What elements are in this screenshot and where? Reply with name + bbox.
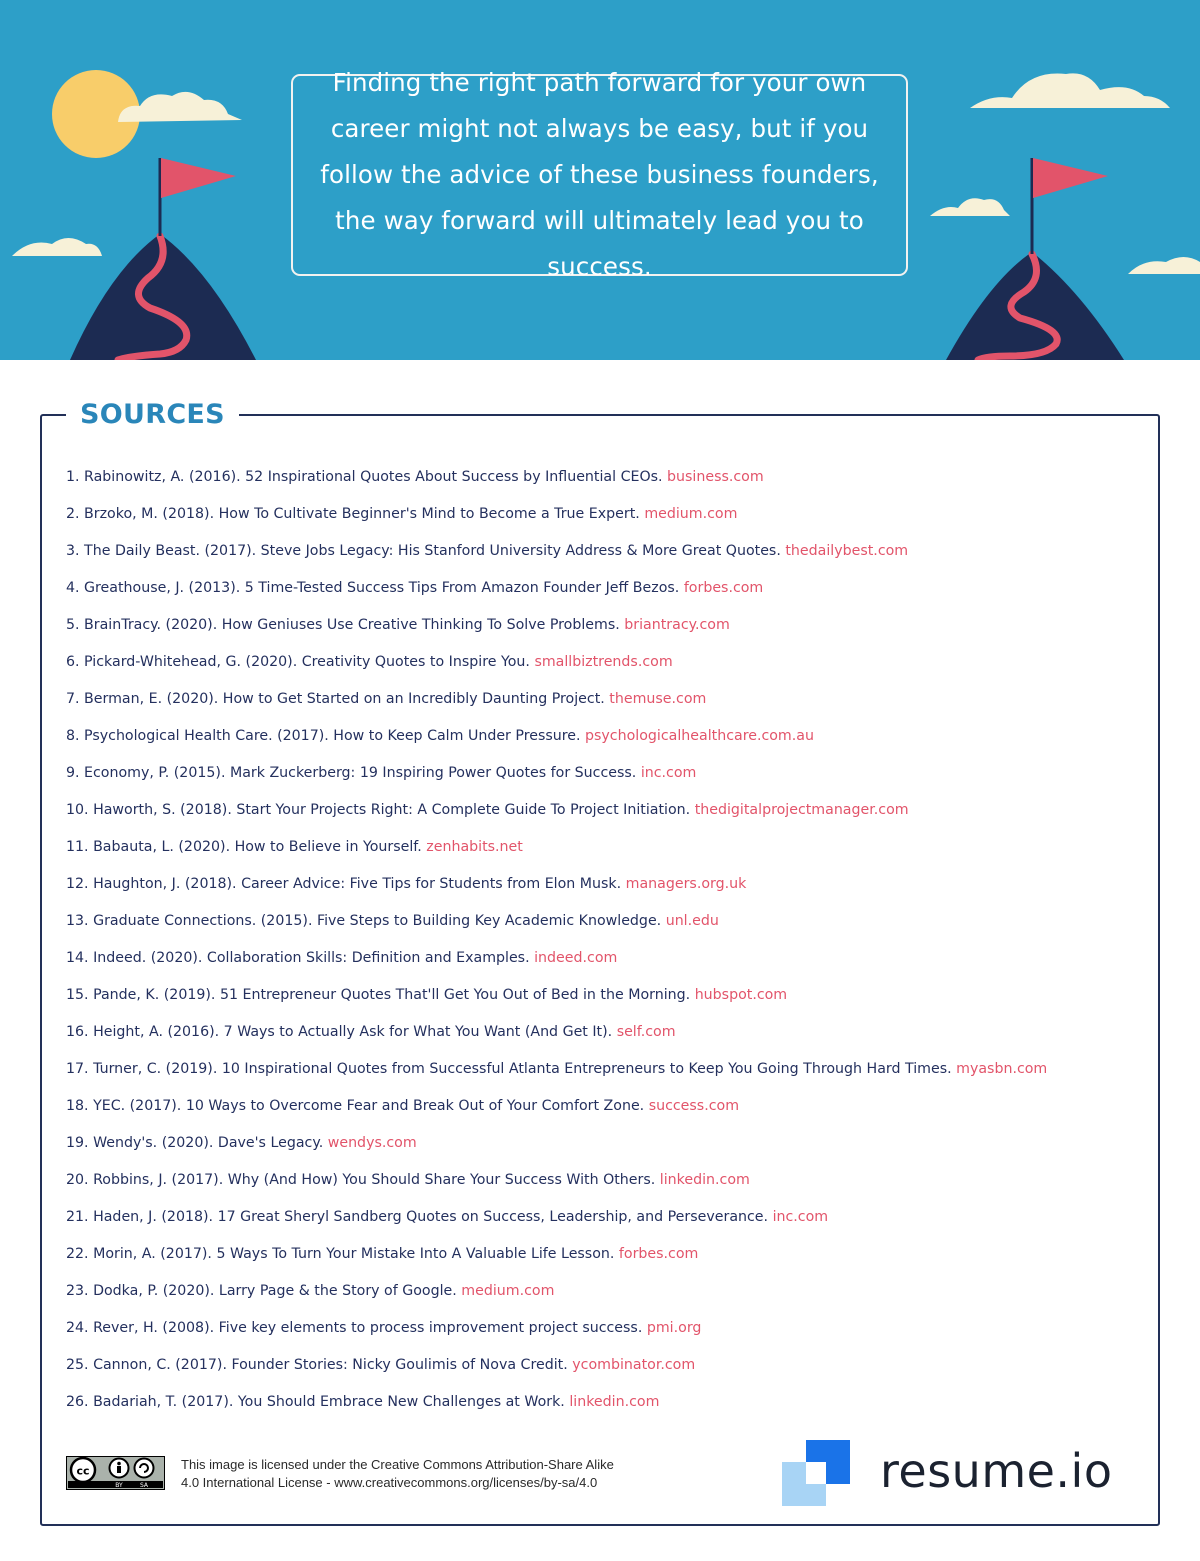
source-citation: 14. Indeed. (2020). Collaboration Skills: Definition and Examples. (66, 950, 530, 966)
source-link[interactable]: inc.com (640, 765, 697, 781)
source-citation: 10. Haworth, S. (2018). Start Your Projects Right: A Complete Guide To Project Initiation. (66, 802, 691, 818)
source-item (66, 725, 1146, 762)
svg-text:SA: SA (139, 1482, 149, 1489)
source-item (66, 762, 1146, 799)
flag-shape (1033, 158, 1108, 198)
source-citation: 9. Economy, P. (2015). Mark Zuckerberg: 19 Inspiring Power Quotes for Success. (66, 765, 637, 781)
source-citation: 11. Babauta, L. (2020). How to Believe in Yourself. (66, 839, 422, 855)
source-item (66, 688, 1146, 725)
source-citation: 18. YEC. (2017). 10 Ways to Overcome Fear and Break Out of Your Comfort Zone. (66, 1098, 645, 1114)
source-item (66, 1280, 1146, 1317)
source-citation: 17. Turner, C. (2019). 10 Inspirational Quotes from Successful Atlanta Entrepreneurs to Keep You Going Through Hard Times. (66, 1061, 952, 1077)
source-item (66, 1354, 1146, 1391)
source-link[interactable]: medium.com (644, 506, 738, 522)
source-item (66, 1095, 1146, 1132)
license-block (66, 1456, 626, 1496)
source-link[interactable]: briantracy.com (624, 617, 730, 633)
source-link[interactable]: hubspot.com (694, 987, 788, 1003)
source-citation: 25. Cannon, C. (2017). Founder Stories: Nicky Goulimis of Nova Credit. (66, 1357, 568, 1373)
license-line: This image is licensed under the Creative Commons Attribution-Share Alike (181, 1457, 614, 1472)
license-line: 4.0 International License - www.creativecommons.org/licenses/by-sa/4.0 (181, 1474, 598, 1490)
sources-title: SOURCES (66, 398, 239, 432)
source-link[interactable]: linkedin.com (569, 1394, 660, 1410)
source-item (66, 614, 1146, 651)
cloud-shape (970, 73, 1170, 108)
source-citation: 23. Dodka, P. (2020). Larry Page & the Story of Google. (66, 1283, 457, 1299)
svg-text:cc: cc (76, 1464, 90, 1478)
source-item (66, 1169, 1146, 1206)
cloud-shape (1128, 257, 1200, 274)
svg-text:BY: BY (115, 1482, 123, 1489)
hero-banner (0, 0, 1200, 360)
source-link[interactable]: self.com (616, 1024, 676, 1040)
source-item (66, 1243, 1146, 1280)
source-link[interactable]: pmi.org (646, 1320, 702, 1336)
cloud-shape (930, 198, 1010, 216)
source-item (66, 651, 1146, 688)
source-link[interactable]: psychologicalhealthcare.com.au (585, 728, 814, 744)
source-citation: 16. Height, A. (2016). 7 Ways to Actually Ask for What You Want (And Get It). (66, 1024, 613, 1040)
resume-io-logo-icon (782, 1438, 852, 1508)
source-item (66, 503, 1146, 540)
source-link[interactable]: forbes.com (618, 1246, 699, 1262)
source-item (66, 836, 1146, 873)
flag-shape (161, 158, 236, 198)
source-citation: 22. Morin, A. (2017). 5 Ways To Turn Your Mistake Into A Valuable Life Lesson. (66, 1246, 615, 1262)
source-item (66, 799, 1146, 836)
source-citation: 3. The Daily Beast. (2017). Steve Jobs Legacy: His Stanford University Address & More Great Quotes. (66, 543, 781, 559)
source-link[interactable]: myasbn.com (956, 1061, 1048, 1077)
source-item (66, 1206, 1146, 1243)
source-item (66, 577, 1146, 614)
quote-box (291, 68, 908, 281)
source-citation: 26. Badariah, T. (2017). You Should Embrace New Challenges at Work. (66, 1394, 565, 1410)
source-citation: 2. Brzoko, M. (2018). How To Cultivate Beginner's Mind to Become a True Expert. (66, 506, 640, 522)
source-link[interactable]: inc.com (772, 1209, 829, 1225)
source-citation: 15. Pande, K. (2019). 51 Entrepreneur Quotes That'll Get You Out of Bed in the Morning. (66, 987, 691, 1003)
source-link[interactable]: smallbiztrends.com (534, 654, 673, 670)
source-citation: 8. Psychological Health Care. (2017). How to Keep Calm Under Pressure. (66, 728, 581, 744)
cloud-shape (118, 92, 242, 122)
source-citation: 20. Robbins, J. (2017). Why (And How) You Should Share Your Success With Others. (66, 1172, 656, 1188)
source-citation: 12. Haughton, J. (2018). Career Advice: Five Tips for Students from Elon Musk. (66, 876, 622, 892)
source-link[interactable]: managers.org.uk (625, 876, 747, 892)
source-link[interactable]: ycombinator.com (572, 1357, 696, 1373)
source-citation: 5. BrainTracy. (2020). How Geniuses Use Creative Thinking To Solve Problems. (66, 617, 620, 633)
source-citation: 21. Haden, J. (2018). 17 Great Sheryl Sandberg Quotes on Success, Leadership, and Perseverance. (66, 1209, 769, 1225)
source-item (66, 1317, 1146, 1354)
cloud-shape (12, 238, 102, 256)
source-item (66, 910, 1146, 947)
source-citation: 13. Graduate Connections. (2015). Five Steps to Building Key Academic Knowledge. (66, 913, 662, 929)
source-link[interactable]: forbes.com (683, 580, 764, 596)
source-citation: 24. Rever, H. (2008). Five key elements to process improvement project success. (66, 1320, 643, 1336)
source-item (66, 1058, 1146, 1095)
source-link[interactable]: themuse.com (609, 691, 707, 707)
source-link[interactable]: business.com (667, 469, 764, 485)
license-text (181, 1456, 614, 1491)
source-item (66, 466, 1146, 503)
brand-block (782, 1438, 1132, 1510)
source-citation: 19. Wendy's. (2020). Dave's Legacy. (66, 1135, 324, 1151)
source-link[interactable]: success.com (648, 1098, 740, 1114)
source-citation: 1. Rabinowitz, A. (2016). 52 Inspirational Quotes About Success by Influential CEOs. (66, 469, 663, 485)
source-citation: 6. Pickard-Whitehead, G. (2020). Creativity Quotes to Inspire You. (66, 654, 530, 670)
source-item (66, 873, 1146, 910)
source-citation: 4. Greathouse, J. (2013). 5 Time-Tested Success Tips From Amazon Founder Jeff Bezos. (66, 580, 680, 596)
source-citation: 7. Berman, E. (2020). How to Get Started on an Incredibly Daunting Project. (66, 691, 605, 707)
source-link[interactable]: wendys.com (327, 1135, 417, 1151)
source-item (66, 1132, 1146, 1169)
source-item (66, 1021, 1146, 1058)
source-link[interactable]: thedailybest.com (785, 543, 909, 559)
source-item (66, 984, 1146, 1021)
source-item (66, 540, 1146, 577)
source-link[interactable]: linkedin.com (659, 1172, 750, 1188)
hero-quote: Finding the right path forward for your own career might not always be easy, but if you follow the advice of these business founders, the way forward will ultimately lead you to success. (320, 68, 879, 281)
brand-name: resume.io (880, 1444, 1113, 1498)
sources-list (66, 466, 1146, 1428)
source-link[interactable]: zenhabits.net (426, 839, 523, 855)
cc-by-sa-icon (66, 1456, 165, 1490)
source-link[interactable]: medium.com (461, 1283, 555, 1299)
source-item (66, 947, 1146, 984)
source-link[interactable]: indeed.com (534, 950, 618, 966)
source-link[interactable]: unl.edu (665, 913, 719, 929)
source-link[interactable]: thedigitalprojectmanager.com (694, 802, 909, 818)
source-item (66, 1391, 1146, 1428)
